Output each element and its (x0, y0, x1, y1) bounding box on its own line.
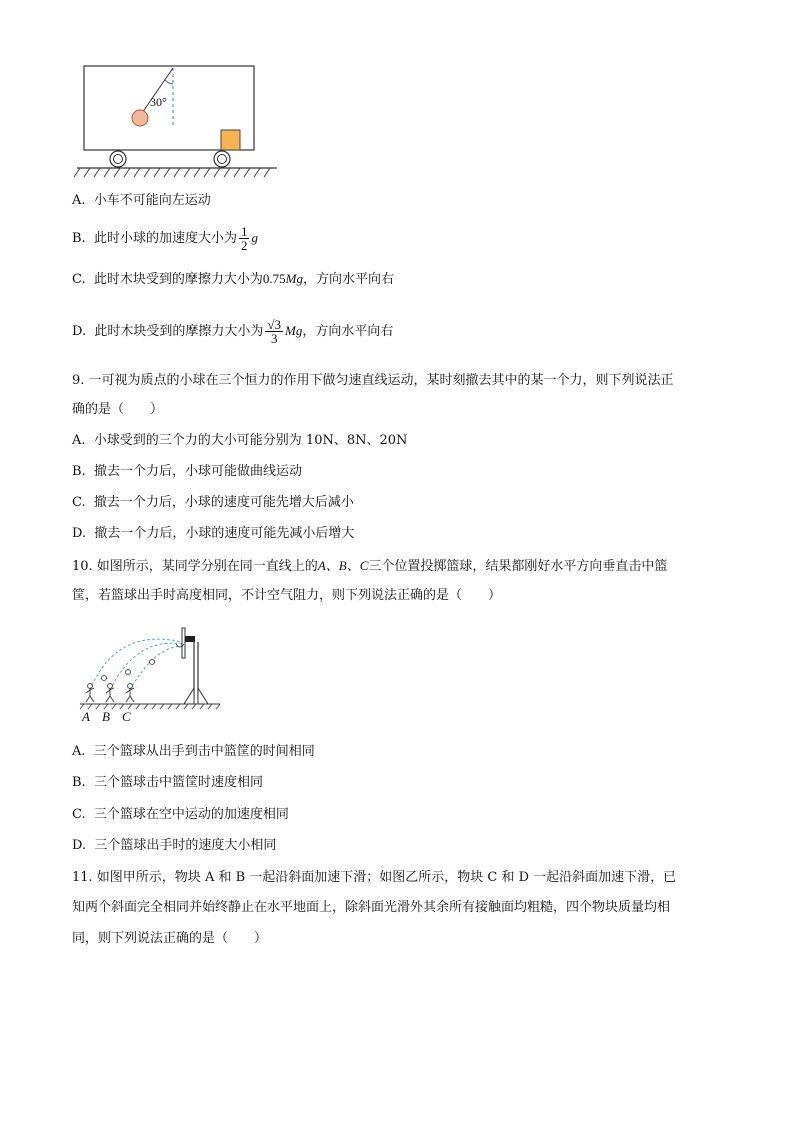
q8-option-a[interactable]: A. 小车不可能向左运动 (72, 193, 211, 208)
q9-stem-line2: 确的是（ ） (72, 402, 164, 417)
q9-option-d[interactable]: D. 撤去一个力后，小球的速度可能先减小后增大 (72, 526, 355, 541)
q10-option-b[interactable]: B. 三个篮球击中篮筐时速度相同 (72, 775, 263, 790)
label-b: B (102, 709, 110, 724)
ground-2 (80, 704, 220, 709)
q10-option-d[interactable]: D. 三个篮球出手时的速度大小相同 (72, 838, 277, 853)
q8-option-c[interactable]: C. 此时木块受到的摩擦力大小为0.75Mg，方向水平向右 (72, 271, 395, 287)
q9-stem-line1: 9. 一可视为质点的小球在三个恒力的作用下做匀速直线运动，某时刻撤去其中的某一个力，则下列说法正 (72, 373, 674, 388)
label-a: A (82, 709, 90, 724)
q9-option-a[interactable]: A. 小球受到的三个力的大小可能分别为 10N、8N、20N (72, 433, 408, 448)
label-c: C (122, 709, 131, 724)
thrower-figures (86, 684, 134, 702)
q8-option-b[interactable]: B. 此时小球的加速度大小为 $\frac{1}{2}$ g (72, 224, 258, 253)
q11-stem-line1: 11. 如图甲所示，物块 A 和 B 一起沿斜面加速下滑；如图乙所示，物块 C 和 D 一起沿斜面加速下滑，已 (72, 870, 677, 885)
q11-stem-line2: 知两个斜面完全相同并始终静止在水平地面上，除斜面光滑外其余所有接触面均粗糙，四个物块质量均相 (72, 900, 671, 915)
cart-figure (72, 58, 292, 188)
trajectories (90, 639, 182, 690)
fraction-half: $\frac{1}{2}$ (240, 224, 248, 253)
angle-label: 30° (150, 95, 167, 109)
q9-option-c[interactable]: C. 撤去一个力后，小球的速度可能先增大后减小 (72, 495, 354, 510)
q8-option-d[interactable]: D. 此时木块受到的摩擦力大小为 $\frac{√3}{3}$ Mg，方向水平向右 (72, 317, 394, 346)
cart-wheels (110, 151, 230, 167)
q10-stem-line2: 筐，若篮球出手时高度相同，不计空气阻力，则下列说法正确的是（ ） (72, 588, 502, 603)
q10-option-c[interactable]: C. 三个篮球在空中运动的加速度相同 (72, 807, 289, 822)
q10-option-a[interactable]: A. 三个篮球从出手到击中篮筐的时间相同 (72, 744, 315, 759)
q10-stem-line1: 10. 如图所示，某同学分别在同一直线上的A、B、C三个位置投掷篮球，结果都刚好水平方向垂直击中篮 (72, 558, 668, 574)
angle-arc (165, 80, 173, 84)
basketball-hoop (176, 628, 208, 704)
q11-stem-line3: 同，则下列说法正确的是（ ） (72, 931, 268, 946)
pendulum-ball (132, 110, 148, 126)
fraction-sqrt3-over-3: $\frac{√3}{3}$ (267, 317, 282, 346)
wood-block (221, 130, 240, 150)
basketball-figure (76, 622, 236, 727)
q9-option-b[interactable]: B. 撤去一个力后，小球可能做曲线运动 (72, 464, 302, 479)
ground (74, 168, 277, 177)
ball-positions (102, 660, 155, 681)
